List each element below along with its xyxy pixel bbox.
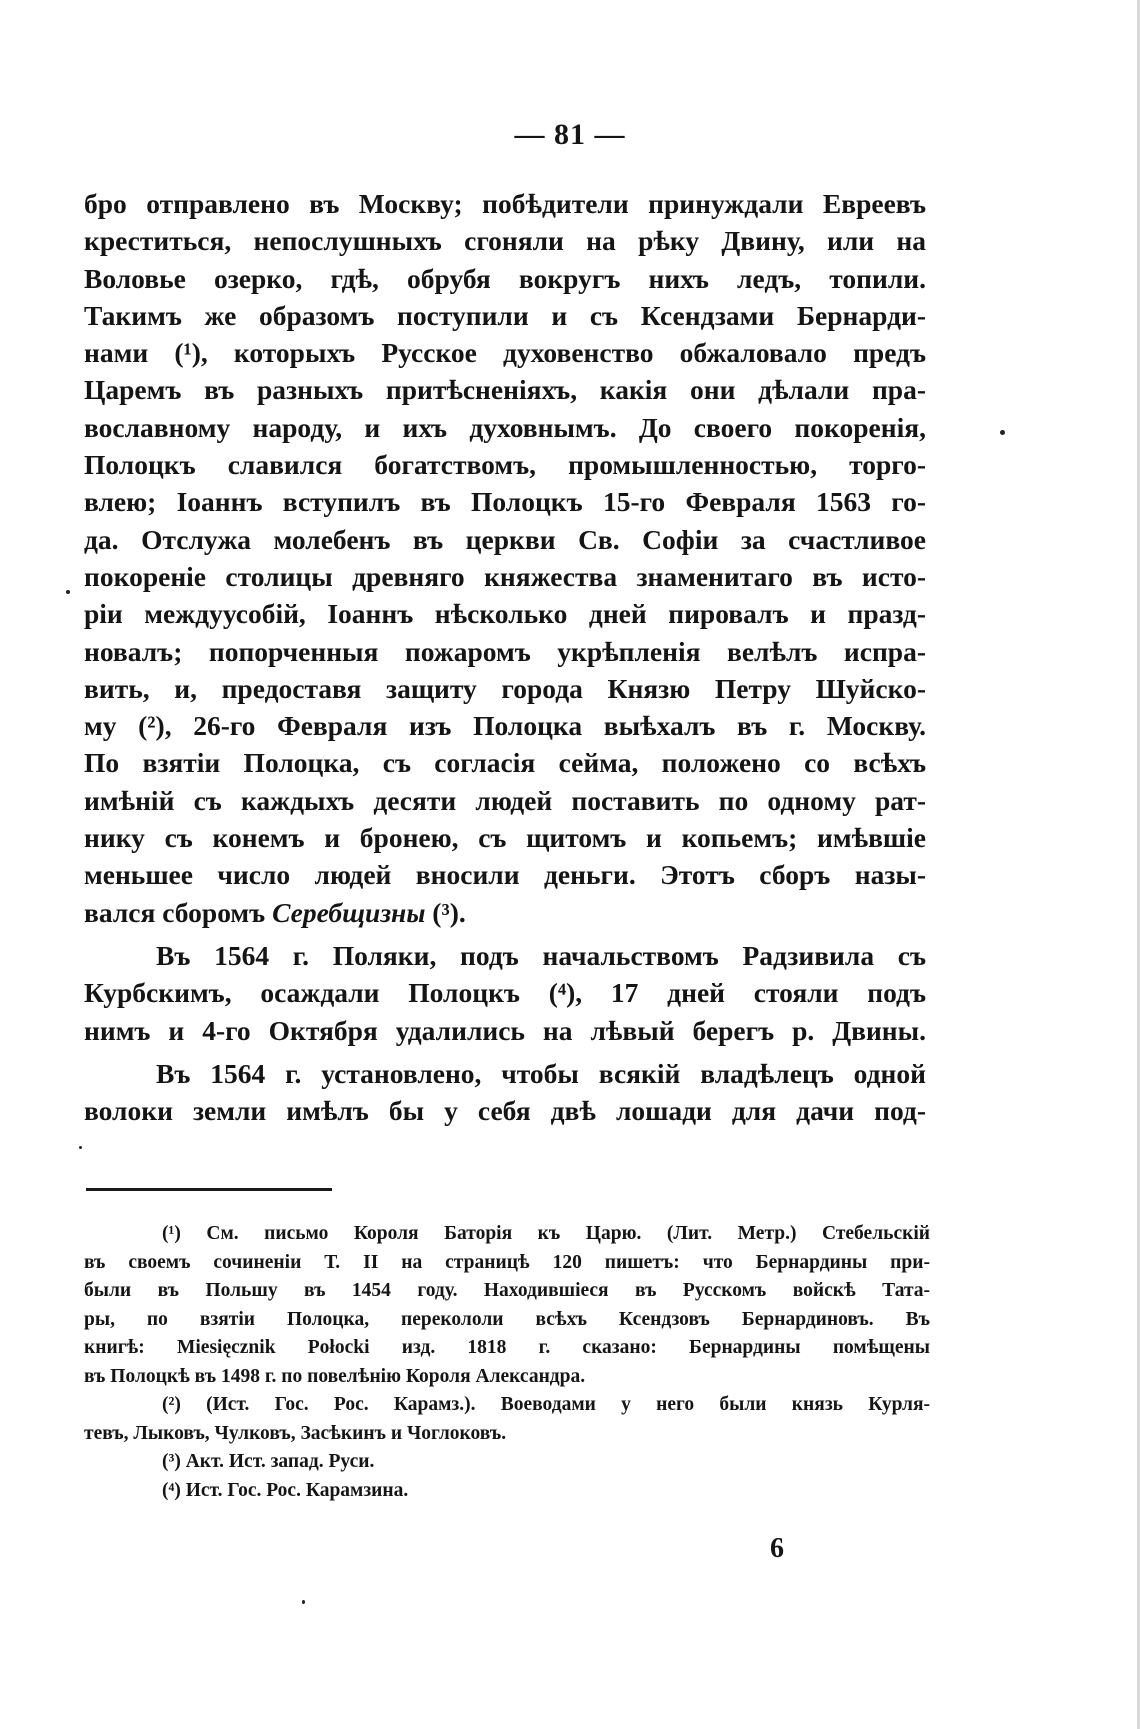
text-line: вославному народу, и ихъ духовнымъ. До своего покоренія, <box>84 411 926 443</box>
text-line: По взятіи Полоцка, съ согласія сейма, положено со всѣхъ <box>84 747 926 779</box>
paragraph-3-line: Въ 1564 г. установлено, чтобы всякій владѣлецъ одной <box>156 1057 926 1089</box>
footnote-2-line: тевъ, Лыковъ, Чулковъ, Засѣкинъ и Чоглоковъ. <box>84 1422 507 1444</box>
ink-speck <box>79 1146 82 1149</box>
footnote-ref: (³). <box>425 896 466 928</box>
text-line: Такимъ же образомъ поступили и съ Ксендзами Бернарди- <box>84 299 926 331</box>
text-line: ріи междуусобій, Іоаннъ нѣсколько дней пировалъ и празд- <box>84 598 926 630</box>
paragraph-2-line: Курбскимъ, осаждали Полоцкъ (⁴), 17 дней стояли подъ <box>84 977 926 1009</box>
text-fragment: вался сборомъ <box>84 896 273 928</box>
text-line: имѣній съ каждыхъ десяти людей поставить по одному рат- <box>84 784 926 816</box>
footnote-3: (³) Акт. Ист. запад. Руси. <box>162 1451 375 1472</box>
text-line: Царемъ въ разныхъ притѣсненіяхъ, какія они дѣлали пра- <box>84 374 926 406</box>
text-line: нику съ конемъ и бронею, съ щитомъ и копьемъ; имѣвшіе <box>84 822 926 854</box>
footnote-rule <box>86 1188 332 1191</box>
text-line: бро отправлено въ Москву; побѣдители принуждали Евреевъ <box>84 188 926 219</box>
signature-mark: 6 <box>770 1533 784 1564</box>
paragraph-3-line: волоки земли имѣлъ бы у себя двѣ лошади для дачи под- <box>84 1095 926 1127</box>
footnote-1-line: были въ Польшу въ 1454 году. Находившіеся въ Русскомъ войскѣ Тата- <box>84 1280 930 1301</box>
text-line: Полоцкъ славился богатствомъ, промышленностью, торго- <box>84 449 926 481</box>
text-line: вить, и, предоставя защиту города Князю Петру Шуйско- <box>84 672 926 704</box>
footnotes <box>84 1220 930 1505</box>
ink-speck <box>66 590 70 594</box>
footnote-1-line: (¹) См. письмо Короля Баторія къ Царю. (Лит. Метр.) Стебельскій <box>162 1223 930 1244</box>
italic-term: Серебщизны <box>272 896 426 928</box>
footnote-4: (⁴) Ист. Гос. Рос. Карамзина. <box>162 1479 409 1501</box>
text-line: новалъ; попорченныя пожаромъ укрѣпленія велѣлъ испра- <box>84 635 926 667</box>
page-number: — 81 — <box>514 118 626 151</box>
footnote-1-line: въ Полоцкѣ въ 1498 г. по повелѣнію Короля Александра. <box>84 1365 586 1387</box>
paragraph-2-line: Въ 1564 г. Поляки, подъ начальствомъ Радзивила съ <box>156 939 926 971</box>
text-line-last <box>84 894 926 931</box>
paragraph-2-line: нимъ и 4-го Октября удалились на лѣвый берегъ р. Двины. <box>84 1014 926 1046</box>
ink-speck <box>302 1600 305 1604</box>
text-line: Воловье озерко, гдѣ, обрубя вокругъ нихъ ледъ, топили. <box>84 262 926 294</box>
text-line: креститься, непослушныхъ сгоняли на рѣку Двину, или на <box>84 225 926 257</box>
footnote-1-line: книгѣ: Miesięcznik Połocki изд. 1818 г. сказано: Бернардины помѣщены <box>84 1337 930 1358</box>
footnote-1-line: въ своемъ сочиненіи Т. II на страницѣ 120 пишетъ: что Бернардины при- <box>84 1251 930 1273</box>
main-text <box>84 185 926 1129</box>
text-line: нами (¹), которыхъ Русское духовенство обжаловало предъ <box>84 337 926 369</box>
footnote-2-line: (²) (Ист. Гос. Рос. Карамз.). Воеводами у него были князь Курля- <box>162 1394 930 1415</box>
text-line: да. Отслужа молебенъ въ церкви Св. Софіи за счастливое <box>84 523 926 555</box>
text-line: влею; Іоаннъ вступилъ въ Полоцкъ 15-го Февраля 1563 го- <box>84 486 926 518</box>
ink-speck <box>1000 430 1005 435</box>
text-line: покореніе столицы древняго княжества знаменитаго въ исто- <box>84 560 926 592</box>
footnote-1-line: ры, по взятіи Полоцка, перекололи всѣхъ Ксендзовъ Бернардиновъ. Въ <box>84 1308 930 1330</box>
text-line: меньшее число людей вносили деньги. Этотъ сборъ назы- <box>84 859 926 891</box>
text-line: му (²), 26-го Февраля изъ Полоцка выѣхалъ въ г. Москву. <box>84 710 926 742</box>
